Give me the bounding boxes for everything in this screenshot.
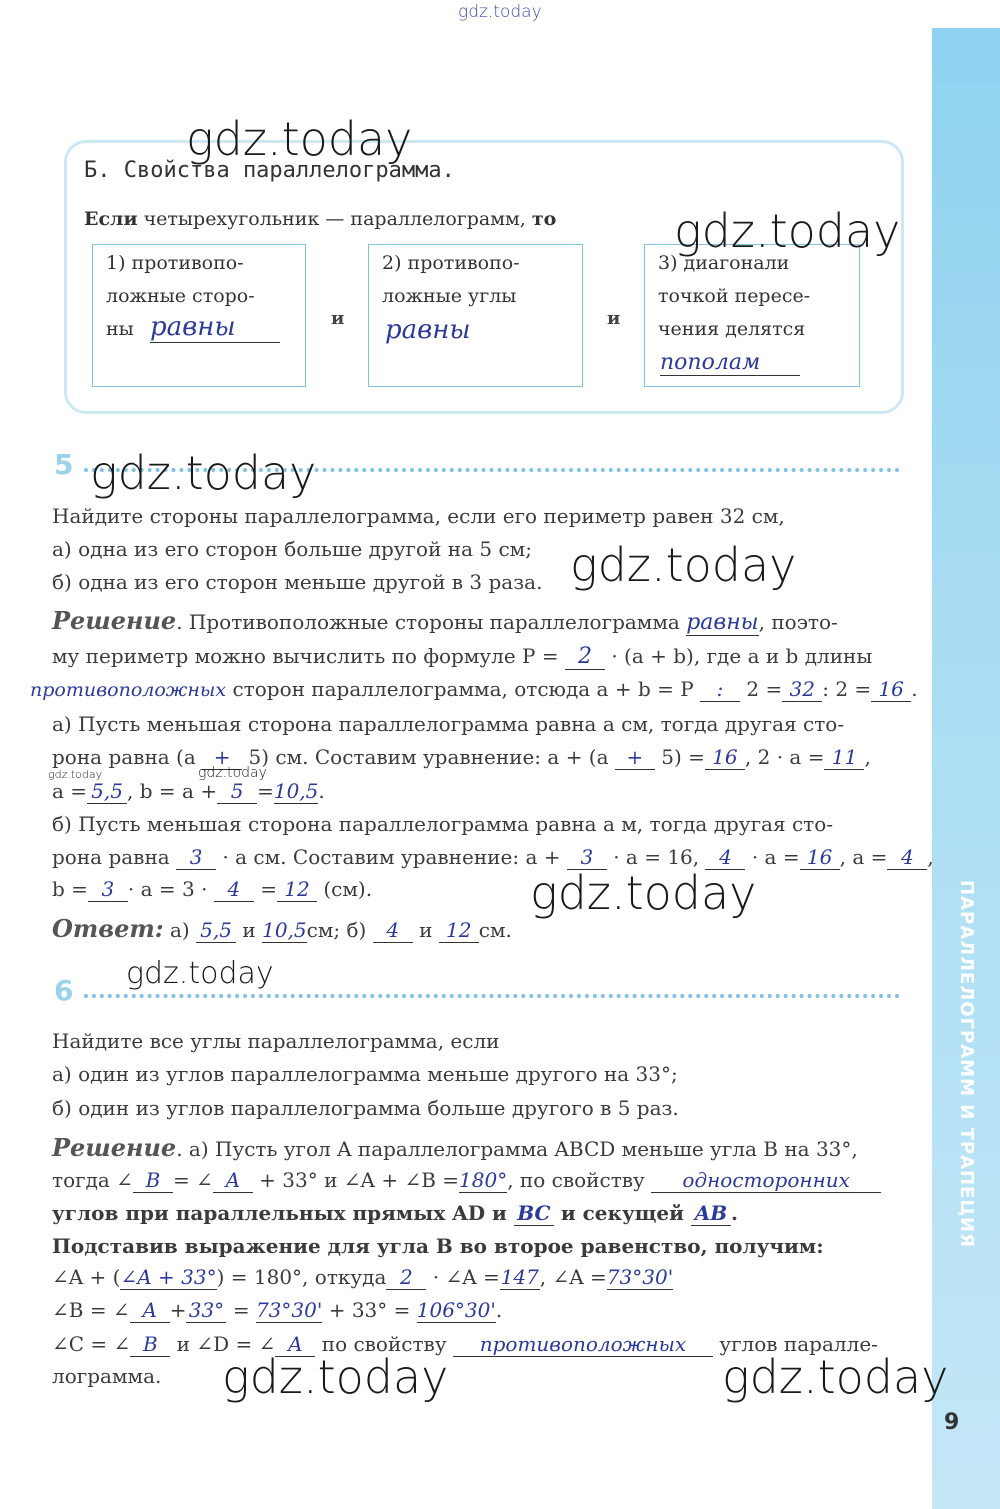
task5-condition: Найдите стороны параллелограмма, если его периметр равен 32 см, <box>52 504 785 528</box>
box1-line2: ложные сторо- <box>106 285 255 307</box>
task6-solution-line6: ∠B = ∠ A + 33° = 73°30' + 33° = 106°30'. <box>52 1298 503 1322</box>
watermark: gdz.today <box>530 866 757 920</box>
task6-divider <box>84 994 900 998</box>
chapter-title: ПАРАЛЛЕЛОГРАММ И ТРАПЕЦИЯ <box>956 880 977 1248</box>
task6-solution-line2: тогда ∠ B = ∠ A + 33° и ∠A + ∠B =180°, по свойству односторонних <box>52 1168 881 1193</box>
box3-answer: пополам <box>660 350 800 376</box>
task5-a-line2: рона равна (a + 5) см. Составим уравнение: a + (a + 5) = 16 , 2 · a = 11 , <box>52 745 871 769</box>
task6-solution-line1: Решение. а) Пусть угол A параллелограмма ABCD меньше угла B на 33°, <box>52 1133 858 1162</box>
task6-solution-line3: углов при параллельных прямых AD и BC и секущей AB . <box>52 1201 738 1225</box>
and-1: и <box>331 308 345 329</box>
watermark: gdz.today <box>722 1350 949 1404</box>
task6-case-b: б) один из углов параллелограмма больше другого в 5 раз. <box>52 1096 679 1120</box>
box1-answer: равны <box>150 312 280 343</box>
task6-case-a: а) один из углов параллелограмма меньше другого на 33°; <box>52 1062 678 1086</box>
box2-line1: 2) противопо- <box>382 252 520 274</box>
watermark: gdz.today <box>198 765 267 781</box>
properties-heading: Б. Свойства параллелограмма. <box>84 158 455 183</box>
watermark: gdz.today <box>48 768 103 781</box>
watermark: gdz.today <box>674 204 901 258</box>
box3-line1: 3) диагонали <box>658 252 790 274</box>
task5-solution-line2: му периметр можно вычислить по формуле P = 2 · (a + b), где a и b длины <box>52 644 873 669</box>
box2-answer: равны <box>385 315 471 345</box>
box1-line3: ны <box>106 318 134 340</box>
page-number: 9 <box>944 1410 960 1435</box>
chapter-sidebar <box>932 28 1000 1509</box>
task6-solution-line7: ∠C = ∠ B и ∠D = ∠ A по свойству противоположных углов паралле- <box>52 1332 878 1356</box>
task5-answer: Ответ: а) 5,5 и 10,5см; б) 4 и 12 см. <box>52 914 512 943</box>
box3-line3: чения делятся <box>658 318 806 340</box>
watermark: gdz.today <box>126 956 274 991</box>
watermark: gdz.today <box>90 446 317 500</box>
task5-a-line3: a = 5,5 , b = a + 5 =10,5. <box>52 779 325 803</box>
watermark: gdz.today <box>186 112 413 166</box>
task6-solution-line4: Подставив выражение для угла B во второе равенство, получим: <box>52 1234 824 1258</box>
task5-case-a: а) одна из его сторон больше другой на 5 см; <box>52 537 532 561</box>
properties-intro: Если четырехугольник — параллелограмм, то <box>84 208 557 230</box>
task6-condition: Найдите все углы параллелограмма, если <box>52 1029 500 1053</box>
task5-a-line1: а) Пусть меньшая сторона параллелограмма равна a см, тогда другая сто- <box>52 712 845 736</box>
box2-line2: ложные углы <box>382 285 517 307</box>
box3-line2: точкой пересе- <box>658 285 811 307</box>
task5-case-b: б) одна из его сторон меньше другой в 3 раза. <box>52 570 543 594</box>
and-2: и <box>607 308 621 329</box>
task5-b-line2: рона равна 3 · a см. Составим уравнение: a + 3 · a = 16, 4 · a = 16 , a = 4 , <box>52 845 934 869</box>
task6-number: 6 <box>54 974 74 1007</box>
task5-number: 5 <box>54 448 74 481</box>
box1-line1: 1) противопо- <box>106 252 244 274</box>
task6-solution-line5: ∠A + (∠A + 33°) = 180°, откуда 2 · ∠A =147, ∠A =73°30' <box>52 1265 674 1289</box>
task5-b-line3: b = 3 · a = 3 · 4 = 12 (см). <box>52 877 373 901</box>
task5-b-line1: б) Пусть меньшая сторона параллелограмма равна a м, тогда другая сто- <box>52 812 834 836</box>
task5-solution-line3: противоположных сторон параллелограмма, отсюда a + b = P : 2 = 32 : 2 = 16 . <box>30 677 918 701</box>
task6-solution-line8: лограмма. <box>52 1364 162 1388</box>
watermark: gdz.today <box>222 1350 449 1404</box>
task5-solution-line1: Решение. Противоположные стороны параллелограмма равны, поэто- <box>52 606 838 635</box>
watermark: gdz.today <box>570 538 797 592</box>
top-watermark: gdz.today <box>458 2 542 22</box>
